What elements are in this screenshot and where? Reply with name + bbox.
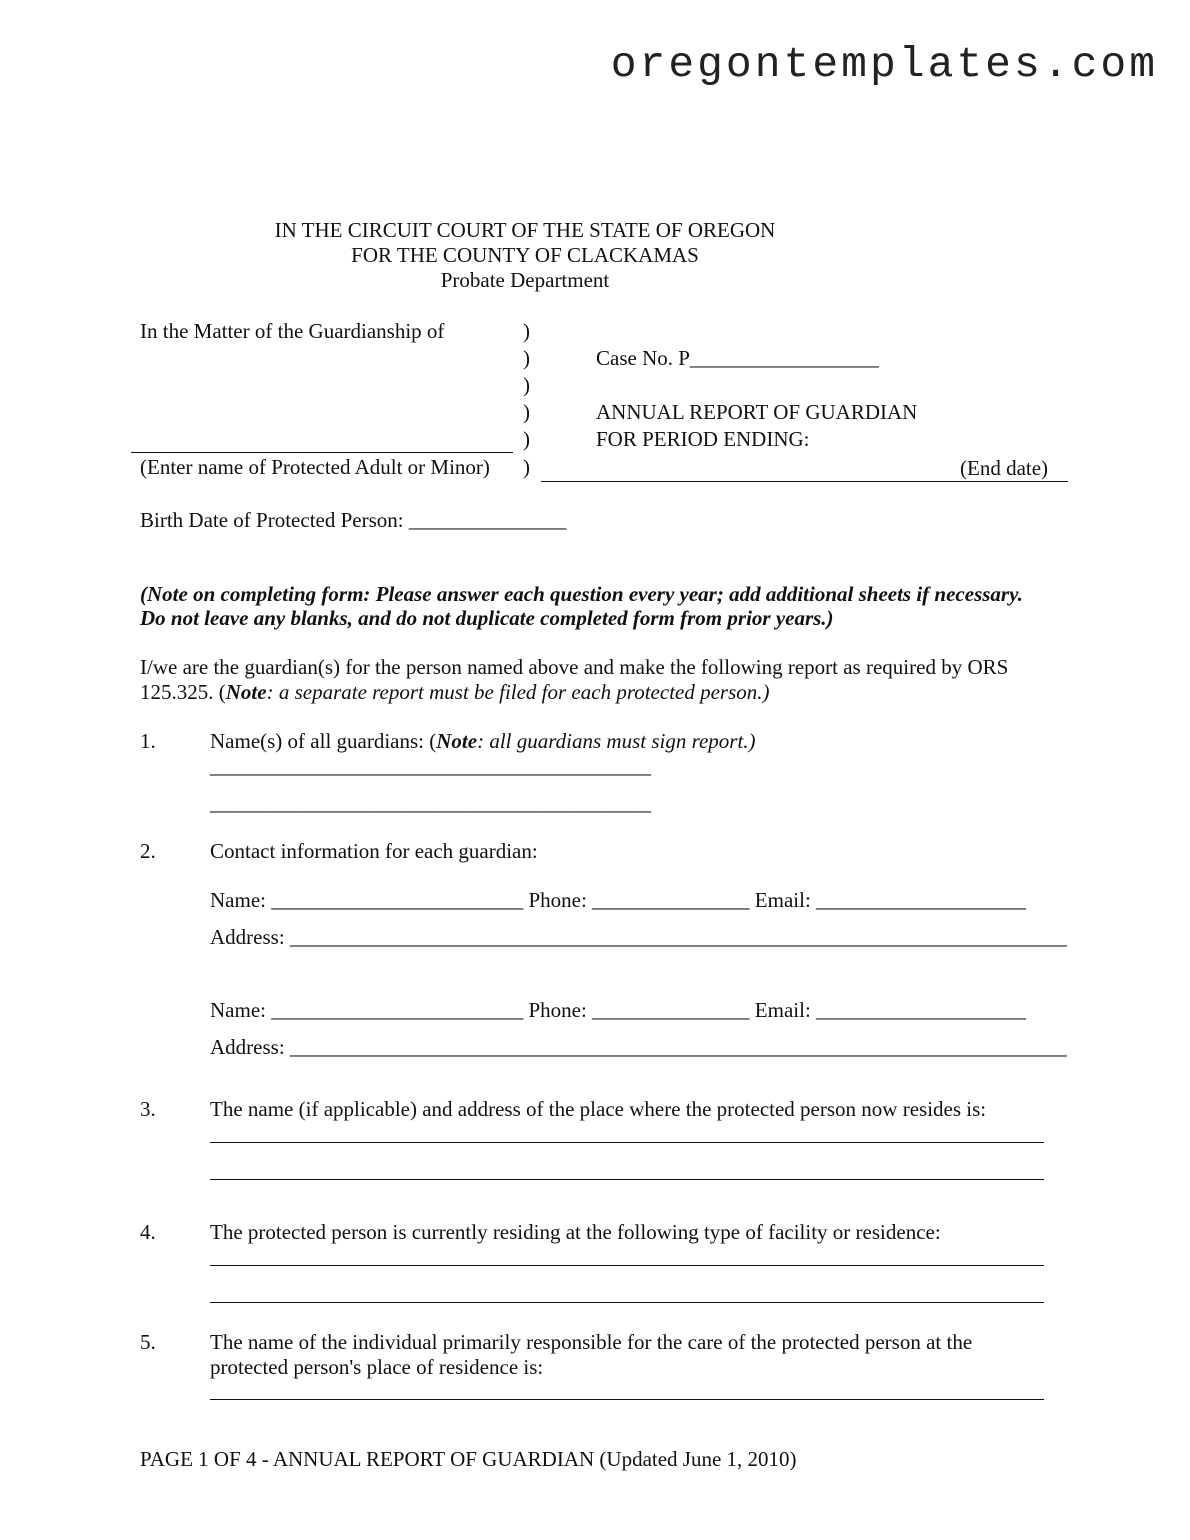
q5-text-line2: protected person's place of residence is: xyxy=(210,1355,544,1379)
end-date-line[interactable] xyxy=(541,481,1068,482)
q5-answer-line[interactable] xyxy=(210,1399,1044,1400)
matter-label: In the Matter of the Guardianship of xyxy=(140,319,445,343)
county-heading: FOR THE COUNTY OF CLACKAMAS xyxy=(351,243,699,267)
q1-note-word: Note xyxy=(436,729,478,753)
case-number-field[interactable]: Case No. P__________________ xyxy=(596,346,879,370)
q1-number: 1. xyxy=(140,729,156,753)
end-date-hint: (End date) xyxy=(960,456,1049,480)
intro-line2-prefix: 125.325. ( xyxy=(140,680,226,704)
contact-fields-2[interactable]: Name: ________________________ Phone: _______________ Email: ____________________ xyxy=(210,998,1027,1022)
contact-fields-1[interactable]: Name: ________________________ Phone: _______________ Email: ____________________ xyxy=(210,888,1027,912)
q3-answer-line-1[interactable] xyxy=(210,1142,1044,1143)
guardian-name-field-1[interactable]: __________________________________________ xyxy=(210,754,651,778)
birth-date-field[interactable]: Birth Date of Protected Person: _______________ xyxy=(140,508,567,532)
guardian-name-field-2[interactable]: __________________________________________ xyxy=(210,791,651,815)
q5-text-line1: The name of the individual primarily responsible for the care of the protected person at the xyxy=(210,1330,973,1354)
caption-paren: ) xyxy=(523,427,530,451)
q3-text: The name (if applicable) and address of the place where the protected person now resides is: xyxy=(210,1097,987,1121)
q2-text: Contact information for each guardian: xyxy=(210,839,538,863)
caption-paren: ) xyxy=(523,346,530,370)
q2-number: 2. xyxy=(140,839,156,863)
page-footer: PAGE 1 OF 4 - ANNUAL REPORT OF GUARDIAN (Updated June 1, 2010) xyxy=(140,1447,797,1471)
department-heading: Probate Department xyxy=(440,268,610,292)
intro-line2 xyxy=(140,682,770,703)
report-title-line1: ANNUAL REPORT OF GUARDIAN xyxy=(596,400,918,424)
watermark-logo: oregontemplates.com xyxy=(610,40,1158,89)
address-field-1[interactable]: Address: __________________________________________________________________________ xyxy=(210,925,1067,949)
q4-text: The protected person is currently residing at the following type of facility or residence: xyxy=(210,1220,941,1244)
q3-number: 3. xyxy=(140,1097,156,1121)
q5-number: 5. xyxy=(140,1330,156,1354)
protected-name-line[interactable] xyxy=(131,452,513,453)
q1-label xyxy=(210,731,756,752)
completion-note-line2: Do not leave any blanks, and do not duplicate completed form from prior years.) xyxy=(140,606,834,630)
intro-note-text: : a separate report must be filed for each protected person.) xyxy=(266,680,770,704)
caption-paren: ) xyxy=(523,319,530,343)
q4-answer-line-1[interactable] xyxy=(210,1265,1044,1266)
report-title-line2: FOR PERIOD ENDING: xyxy=(596,427,810,451)
caption-paren: ) xyxy=(523,455,530,479)
intro-note-word: Note xyxy=(225,680,267,704)
caption-paren: ) xyxy=(523,400,530,424)
protected-name-hint: (Enter name of Protected Adult or Minor) xyxy=(140,455,490,479)
q4-number: 4. xyxy=(140,1220,156,1244)
intro-line1: I/we are the guardian(s) for the person named above and make the following report as required by ORS xyxy=(140,655,1009,679)
address-field-2[interactable]: Address: __________________________________________________________________________ xyxy=(210,1035,1067,1059)
q3-answer-line-2[interactable] xyxy=(210,1179,1044,1180)
caption-paren: ) xyxy=(523,373,530,397)
q1-note-text: : all guardians must sign report.) xyxy=(477,729,756,753)
completion-note-line1: (Note on completing form: Please answer each question every year; add additional sheets if necessary. xyxy=(140,582,1023,606)
q1-text: Name(s) of all guardians: ( xyxy=(210,729,437,753)
court-heading: IN THE CIRCUIT COURT OF THE STATE OF OREGON xyxy=(274,218,776,242)
q4-answer-line-2[interactable] xyxy=(210,1302,1044,1303)
